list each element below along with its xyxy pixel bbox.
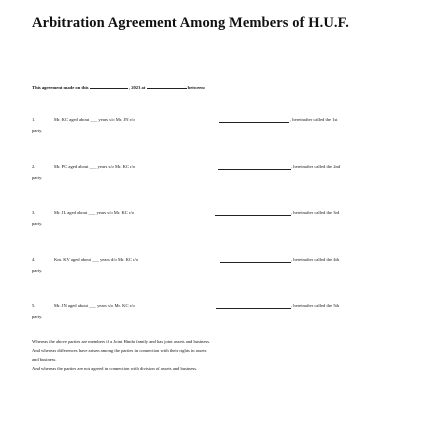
- party-number: 3.: [32, 210, 36, 215]
- address-blank[interactable]: [216, 308, 291, 309]
- party-designation: , hereinafter called the 4th: [291, 257, 340, 262]
- party-word: party.: [32, 128, 43, 133]
- intro-between: between:: [187, 85, 206, 90]
- intro-year: , 2023 at: [128, 85, 146, 90]
- party-description: Mr. JN aged about ___ years s/o Mr. KC r/o: [54, 303, 135, 308]
- recital-paragraph: And whereas the parties are not agreed in connection with division of assets and business.: [32, 366, 198, 371]
- recital-paragraph: Whereas the above parties are members if a Joint Hindu family and has joint assets and business.: [32, 339, 211, 344]
- party-clause-5: [32, 303, 402, 319]
- intro-prefix: This agreement made on this: [32, 85, 89, 90]
- party-designation: , hereinafter called the 1st: [290, 117, 338, 122]
- address-blank[interactable]: [218, 169, 291, 170]
- date-blank[interactable]: [90, 85, 128, 89]
- party-clause-4: [32, 257, 402, 273]
- address-blank[interactable]: [219, 122, 289, 123]
- party-designation: , hereinafter called the 2nd: [291, 164, 341, 169]
- party-word: party.: [32, 314, 43, 319]
- party-clause-1: [32, 117, 402, 133]
- party-word: party.: [32, 268, 43, 273]
- recitals: [32, 337, 390, 373]
- party-clause-2: [32, 164, 402, 180]
- agreement-intro-line: [32, 85, 205, 90]
- party-number: 5.: [32, 303, 36, 308]
- place-blank[interactable]: [147, 85, 187, 89]
- party-word: party.: [32, 221, 43, 226]
- document-title: Arbitration Agreement Among Members of H.U.F.: [32, 15, 350, 31]
- party-number: 2.: [32, 164, 36, 169]
- party-word: party.: [32, 175, 43, 180]
- party-number: 4.: [32, 257, 36, 262]
- recital-paragraph: and business.: [32, 357, 57, 362]
- party-description: Km. KV aged about ___ years d/o Mr. KC r/o: [54, 257, 139, 262]
- party-designation: , hereinafter called the 3rd: [291, 210, 340, 215]
- address-blank[interactable]: [215, 215, 291, 216]
- party-number: 1.: [32, 117, 36, 122]
- party-description: Mr. KC aged about ___ years s/o Mr. JN r/o: [54, 117, 135, 122]
- party-description: Mr. JL aged about ___ years s/o Mr. KC r/o: [54, 210, 135, 215]
- party-clause-3: [32, 210, 402, 226]
- address-blank[interactable]: [220, 262, 291, 263]
- party-designation: , hereinafter called the 5th: [291, 303, 340, 308]
- recital-paragraph: And whereas differences have arisen among the parties in connection with their rights in assets: [32, 348, 207, 353]
- party-description: Mr. PC aged about ___ years s/o Mr. KC r/o: [54, 164, 136, 169]
